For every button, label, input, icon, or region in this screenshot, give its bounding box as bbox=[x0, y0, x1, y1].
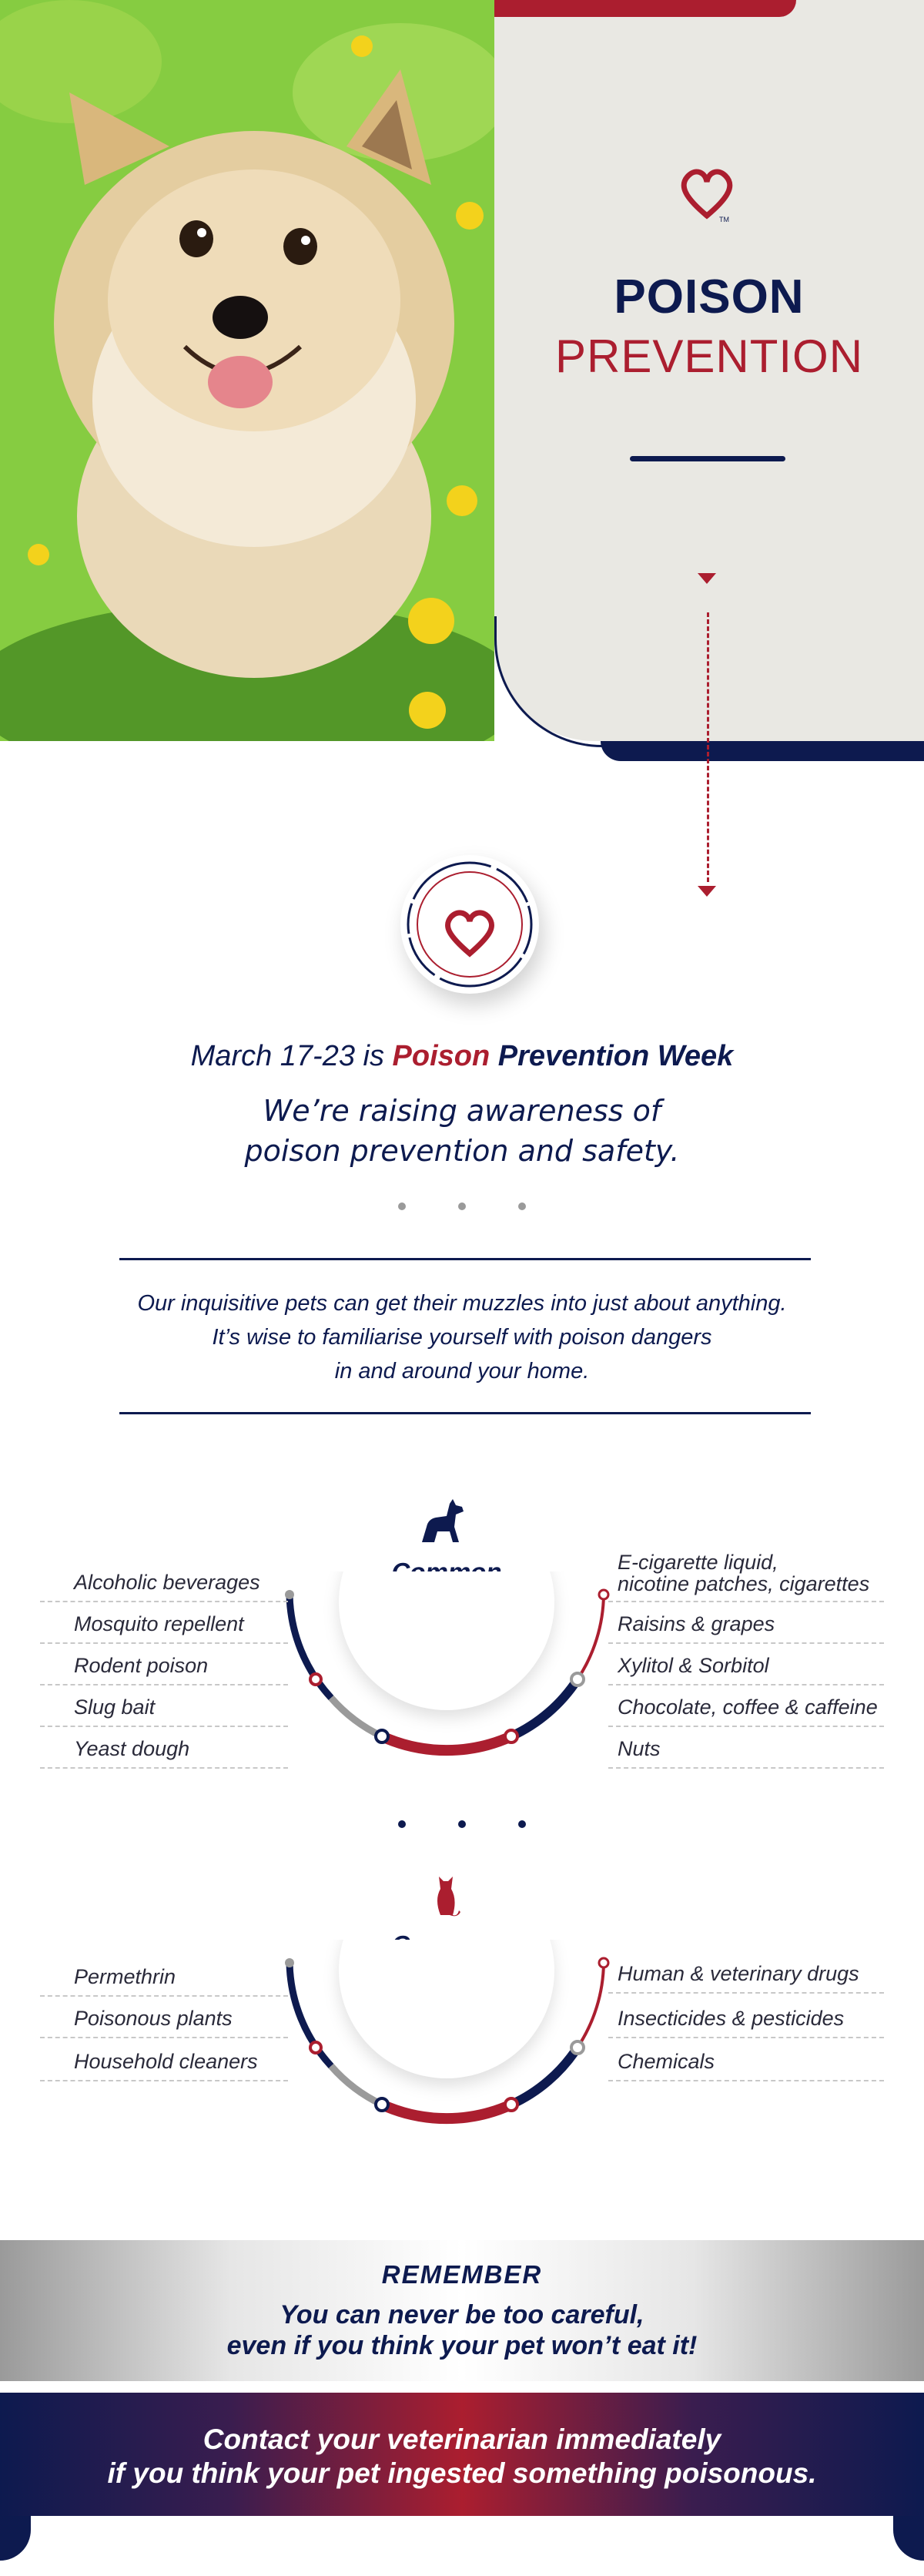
awareness-line1: We’re raising awareness of bbox=[263, 1094, 661, 1128]
hero-title-line1: POISON bbox=[614, 270, 805, 324]
cat-icon bbox=[431, 1869, 462, 1920]
week-poison: Poison bbox=[392, 1040, 490, 1072]
intro-top-rule bbox=[119, 1258, 811, 1260]
divider-dots bbox=[0, 1816, 924, 1831]
feline-right-item: Insecticides & pesticides bbox=[608, 1998, 884, 2038]
week-is: is bbox=[354, 1040, 393, 1072]
feline-right-item: Chemicals bbox=[608, 2041, 884, 2081]
heart-icon bbox=[676, 162, 738, 223]
canine-left-item: Rodent poison bbox=[40, 1645, 288, 1685]
intro-line2: It’s wise to familiarise yourself with poison dangers bbox=[212, 1325, 712, 1350]
feline-right-item: Human & veterinary drugs bbox=[608, 1954, 884, 1994]
hero-title-line2: PREVENTION bbox=[554, 330, 864, 382]
awareness-line2: poison prevention and safety. bbox=[244, 1134, 680, 1168]
week-heading bbox=[0, 1040, 924, 1073]
canine-right-item-line: nicotine patches, cigarettes bbox=[618, 1572, 870, 1595]
arrow-down-icon bbox=[698, 886, 716, 897]
intro-line1: Our inquisitive pets can get their muzzles into just about anything. bbox=[137, 1291, 787, 1316]
hero-top-accent-bar bbox=[494, 0, 796, 17]
heart-badge bbox=[400, 855, 539, 994]
hero-title-underline bbox=[630, 456, 785, 461]
remember-line2: even if you think your pet won’t eat it! bbox=[226, 2331, 698, 2360]
canine-right-item: Xylitol & Sorbitol bbox=[608, 1645, 884, 1685]
canine-left-item: Alcoholic beverages bbox=[40, 1562, 288, 1602]
intro-line3: in and around your home. bbox=[334, 1359, 590, 1384]
heart-icon bbox=[447, 913, 491, 954]
dashed-connector bbox=[707, 612, 709, 882]
feline-arc-graphic bbox=[277, 1940, 616, 2140]
contact-banner-right-tab bbox=[893, 2516, 924, 2561]
remember-line1: You can never be too careful, bbox=[280, 2300, 644, 2329]
feline-left-item: Poisonous plants bbox=[40, 1998, 288, 2038]
canine-right-item: Chocolate, coffee & caffeine bbox=[608, 1687, 884, 1727]
canine-left-item: Slug bait bbox=[40, 1687, 288, 1727]
remember-title: REMEMBER bbox=[381, 2260, 543, 2289]
week-prevention: Prevention Week bbox=[490, 1040, 734, 1072]
feline-left-item: Household cleaners bbox=[40, 2041, 288, 2081]
svg-text:TM: TM bbox=[719, 216, 729, 223]
arrow-down-icon bbox=[698, 573, 716, 584]
hero-navy-accent bbox=[601, 741, 924, 761]
canine-right-item bbox=[608, 1545, 884, 1602]
canine-arc-graphic bbox=[277, 1571, 616, 1772]
canine-left-item: Mosquito repellent bbox=[40, 1604, 288, 1644]
intro-bottom-rule bbox=[119, 1412, 811, 1414]
divider-dots bbox=[0, 1199, 924, 1213]
contact-line2: if you think your pet ingested something poisonous. bbox=[107, 2457, 817, 2489]
dog-illustration bbox=[0, 0, 494, 741]
feline-left-item: Permethrin bbox=[40, 1957, 288, 1997]
hero-panel-curve bbox=[494, 616, 625, 747]
canine-right-item: Nuts bbox=[608, 1729, 884, 1769]
contact-banner-left-tab bbox=[0, 2516, 31, 2561]
contact-line1: Contact your veterinarian immediately bbox=[203, 2423, 721, 2455]
canine-right-item: Raisins & grapes bbox=[608, 1604, 884, 1644]
dog-icon bbox=[416, 1496, 470, 1548]
hero-dog-photo bbox=[0, 0, 494, 741]
canine-left-item: Yeast dough bbox=[40, 1729, 288, 1769]
canine-right-item-line: E-cigarette liquid, bbox=[618, 1551, 778, 1574]
week-dates: March 17-23 bbox=[190, 1040, 355, 1072]
